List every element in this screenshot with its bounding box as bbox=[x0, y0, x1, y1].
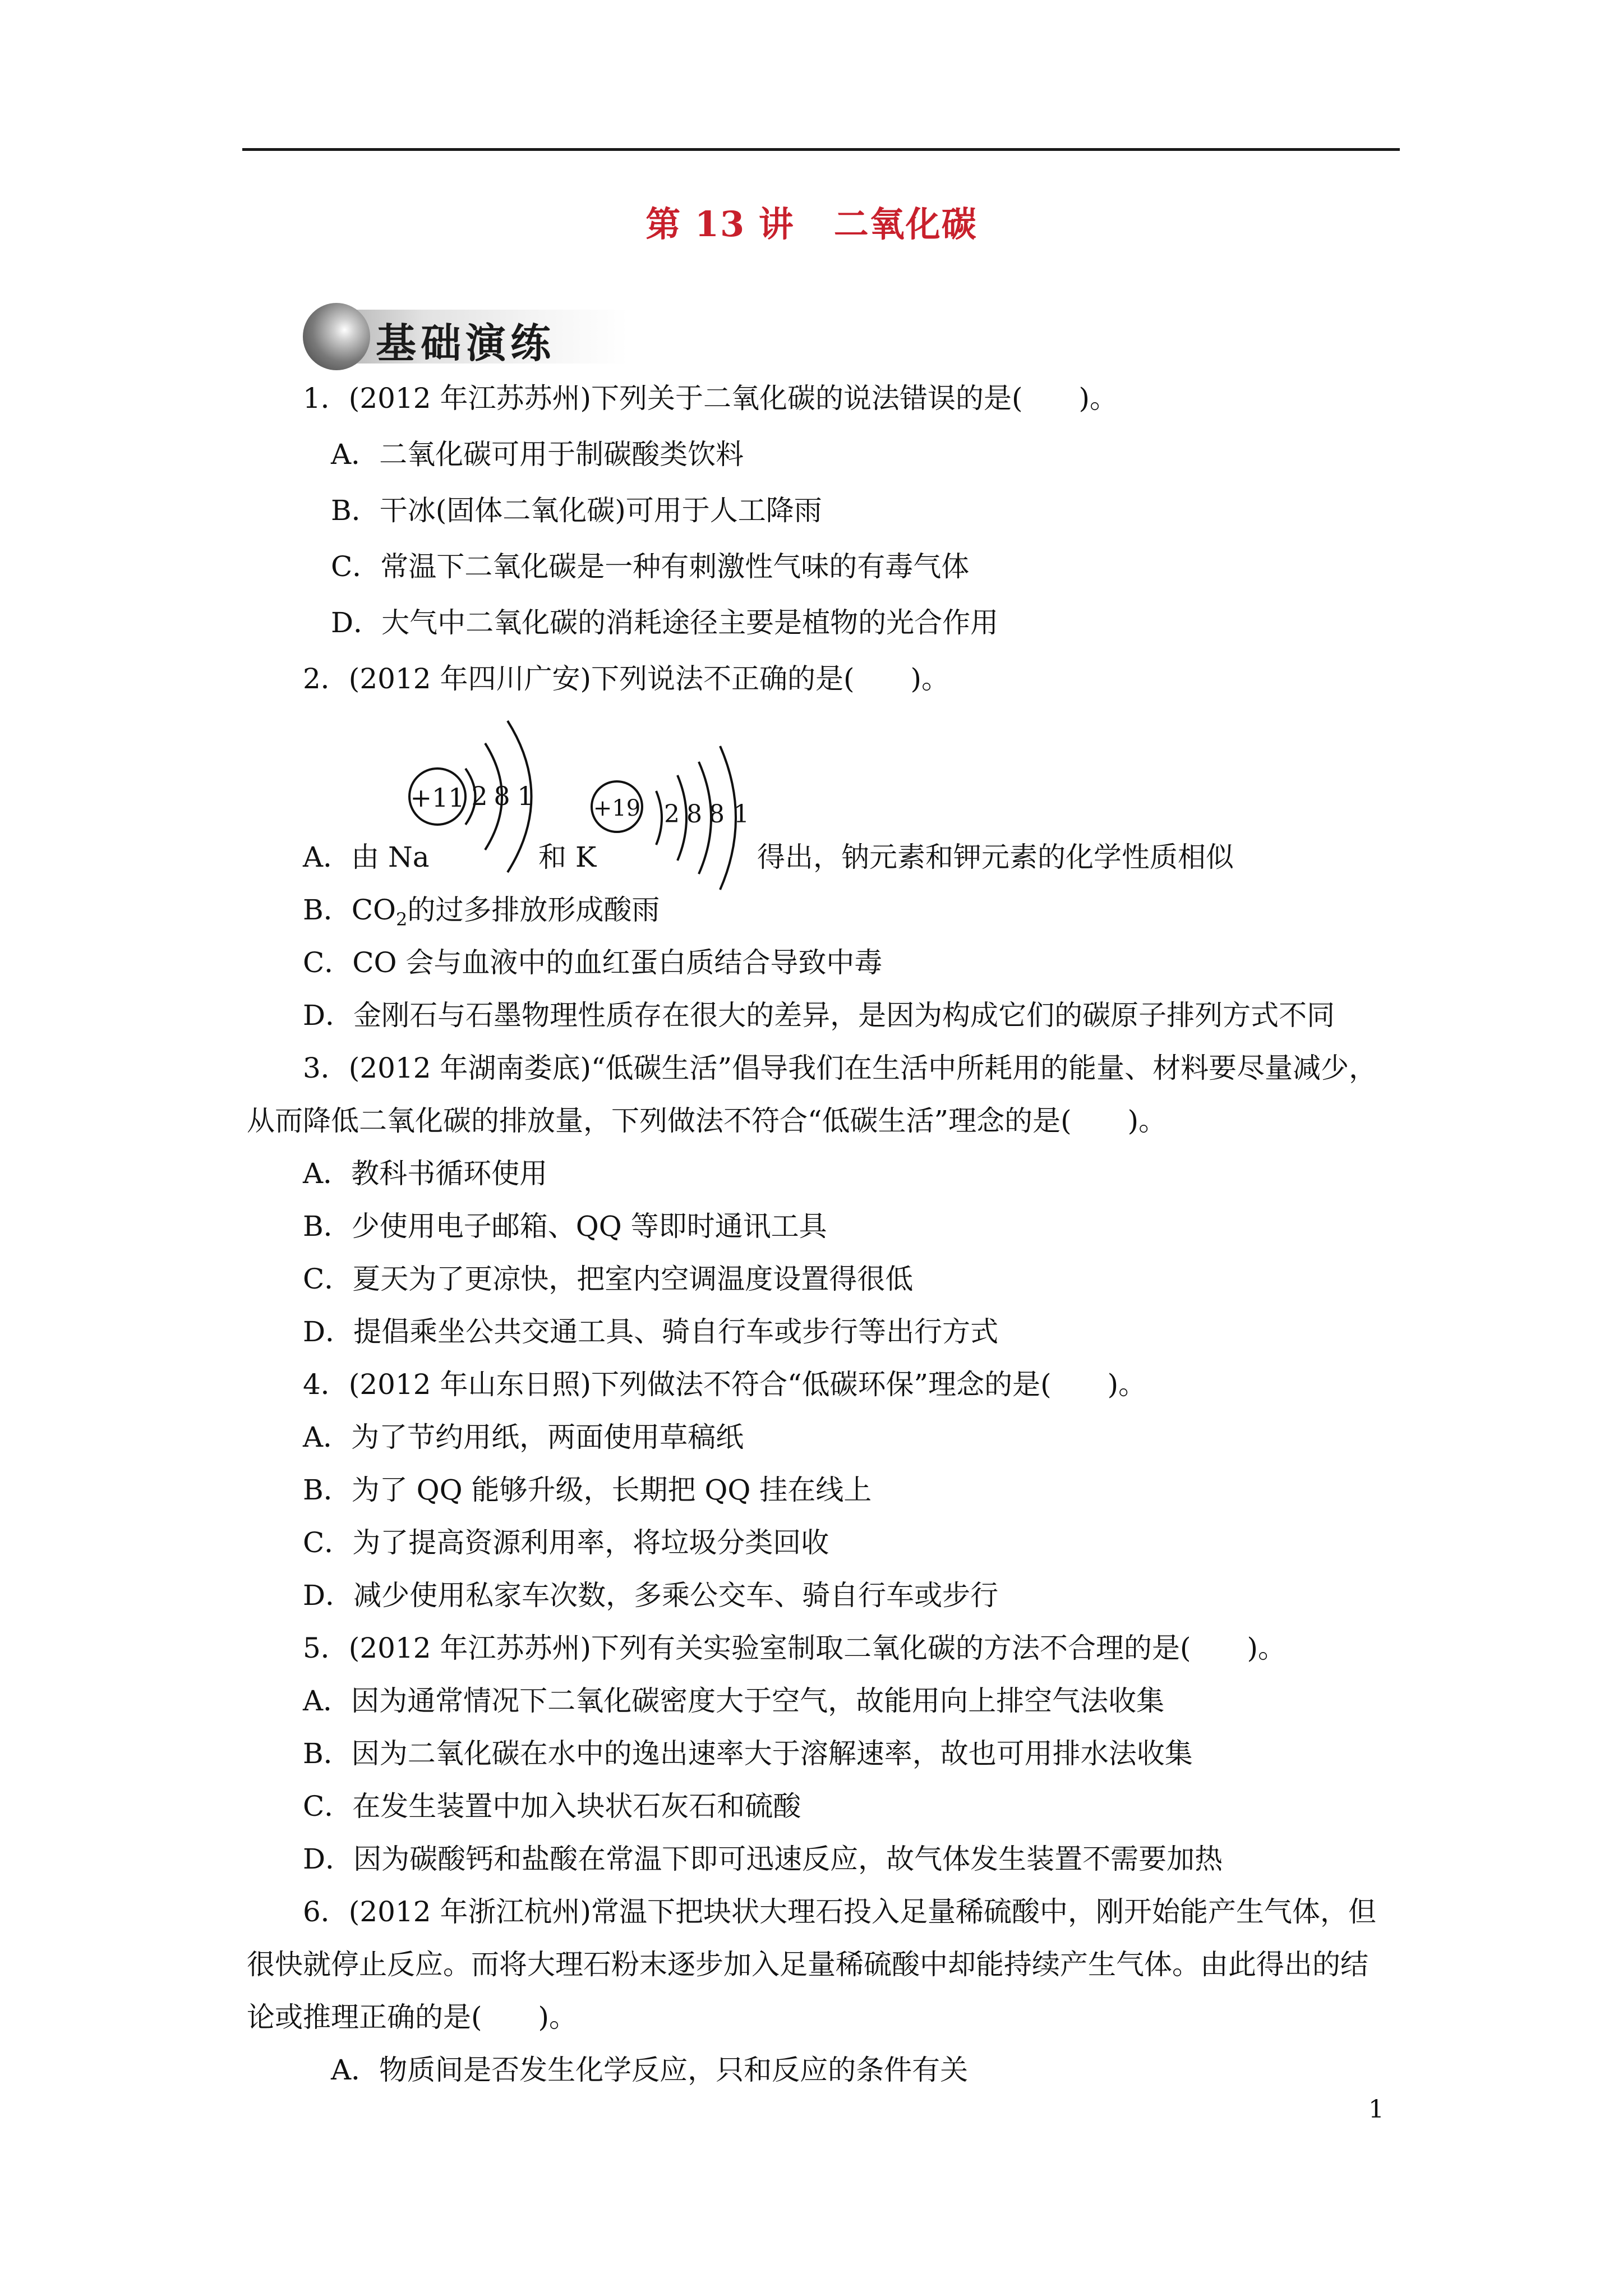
q6-stem-line-1: 6．(2012 年浙江杭州)常温下把块状大理石投入足量稀硫酸中，刚开始能产生气体，但 bbox=[303, 1895, 1376, 1928]
q5-option-b: B．因为二氧化碳在水中的逸出速率大于溶解速率，故也可用排水法收集 bbox=[303, 1737, 1193, 1770]
potassium-shell-electrons: 2 bbox=[664, 800, 680, 829]
q2-option-a-prefix: A．由 Na bbox=[303, 841, 430, 873]
section-header bbox=[303, 303, 617, 370]
sodium-shell-electrons: 2 bbox=[471, 781, 488, 811]
q4-option-b: B．为了 QQ 能够升级，长期把 QQ 挂在线上 bbox=[303, 1474, 872, 1506]
q1-option-d: D．大气中二氧化碳的消耗途径主要是植物的光合作用 bbox=[331, 606, 999, 639]
q2-option-c: C．CO 会与血液中的血红蛋白质结合导致中毒 bbox=[303, 946, 883, 979]
potassium-shell-electrons: 8 bbox=[686, 800, 702, 829]
q1-option-a: A．二氧化碳可用于制碳酸类饮料 bbox=[331, 438, 744, 471]
potassium-shell-electrons: 8 bbox=[709, 800, 725, 829]
q2-option-a-middle: 和 K bbox=[538, 841, 597, 873]
q4-option-c: C．为了提高资源利用率，将垃圾分类回收 bbox=[303, 1526, 829, 1559]
section-header-ball-icon bbox=[303, 303, 370, 370]
q4-option-d: D．减少使用私家车次数，多乘公交车、骑自行车或步行 bbox=[303, 1579, 999, 1612]
q3-stem-line-1: 3．(2012 年湖南娄底)“低碳生活”倡导我们在生活中所耗用的能量、材料要尽量减少， bbox=[303, 1052, 1377, 1084]
q1-option-c: C．常温下二氧化碳是一种有刺激性气味的有毒气体 bbox=[331, 550, 970, 583]
q3-option-d: D．提倡乘坐公共交通工具、骑自行车或步行等出行方式 bbox=[303, 1315, 999, 1348]
potassium-shell-electrons: 1 bbox=[734, 800, 749, 829]
q2-option-b bbox=[303, 893, 660, 936]
q5-stem: 5．(2012 年江苏苏州)下列有关实验室制取二氧化碳的方法不合理的是( )。 bbox=[303, 1632, 1286, 1664]
sodium-shell-electrons: 1 bbox=[517, 781, 534, 811]
header-rule bbox=[242, 148, 1400, 151]
q3-option-b: B．少使用电子邮箱、QQ 等即时通讯工具 bbox=[303, 1210, 827, 1243]
lecture-topic: 二氧化碳 bbox=[833, 204, 978, 245]
q5-option-a: A．因为通常情况下二氧化碳密度大于空气，故能用向上排空气法收集 bbox=[303, 1685, 1165, 1717]
q3-stem-line-2: 从而降低二氧化碳的排放量，下列做法不符合“低碳生活”理念的是( )。 bbox=[247, 1105, 1167, 1137]
q2-stem: 2．(2012 年四川广安)下列说法不正确的是( )。 bbox=[303, 662, 949, 695]
q6-stem-line-2: 很快就停止反应。而将大理石粉末逐步加入足量稀硫酸中却能持续产生气体。由此得出的结 bbox=[247, 1948, 1368, 1981]
q6-stem-line-3: 论或推理正确的是( )。 bbox=[247, 2001, 578, 2033]
page-number: 1 bbox=[1368, 2095, 1384, 2124]
sodium-nucleus-charge: +11 bbox=[410, 783, 465, 813]
q2-option-b-suffix: 的过多排放形成酸雨 bbox=[407, 894, 660, 926]
sodium-shell-electrons: 8 bbox=[494, 781, 510, 811]
q1-option-b: B．干冰(固体二氧化碳)可用于人工降雨 bbox=[331, 494, 822, 527]
page-title bbox=[0, 196, 1623, 246]
q3-option-a: A．教科书循环使用 bbox=[303, 1157, 548, 1190]
q3-option-c: C．夏天为了更凉快，把室内空调温度设置得很低 bbox=[303, 1263, 914, 1295]
q2-option-b-prefix: B．CO bbox=[303, 894, 396, 926]
q1-stem: 1．(2012 年江苏苏州)下列关于二氧化碳的说法错误的是( )。 bbox=[303, 382, 1118, 415]
q6-option-a: A．物质间是否发生化学反应，只和反应的条件有关 bbox=[331, 2054, 969, 2086]
q2-option-d: D．金刚石与石墨物理性质存在很大的差异，是因为构成它们的碳原子排列方式不同 bbox=[303, 999, 1335, 1032]
co2-subscript: 2 bbox=[396, 909, 408, 930]
lecture-number: 第 13 讲 bbox=[645, 204, 795, 245]
q4-stem: 4．(2012 年山东日照)下列做法不符合“低碳环保”理念的是( )。 bbox=[303, 1368, 1147, 1401]
q2-option-a-suffix: 得出，钠元素和钾元素的化学性质相似 bbox=[757, 841, 1234, 873]
q4-option-a: A．为了节约用纸，两面使用草稿纸 bbox=[303, 1421, 744, 1453]
potassium-shell-arc bbox=[656, 791, 662, 845]
potassium-atom-diagram bbox=[592, 746, 749, 890]
potassium-nucleus-charge: +19 bbox=[593, 795, 641, 821]
q5-option-d: D．因为碳酸钙和盐酸在常温下即可迅速反应，故气体发生装置不需要加热 bbox=[303, 1843, 1223, 1875]
section-title: 基础演练 bbox=[376, 320, 556, 367]
q5-option-c: C．在发生装置中加入块状石灰石和硫酸 bbox=[303, 1790, 801, 1823]
